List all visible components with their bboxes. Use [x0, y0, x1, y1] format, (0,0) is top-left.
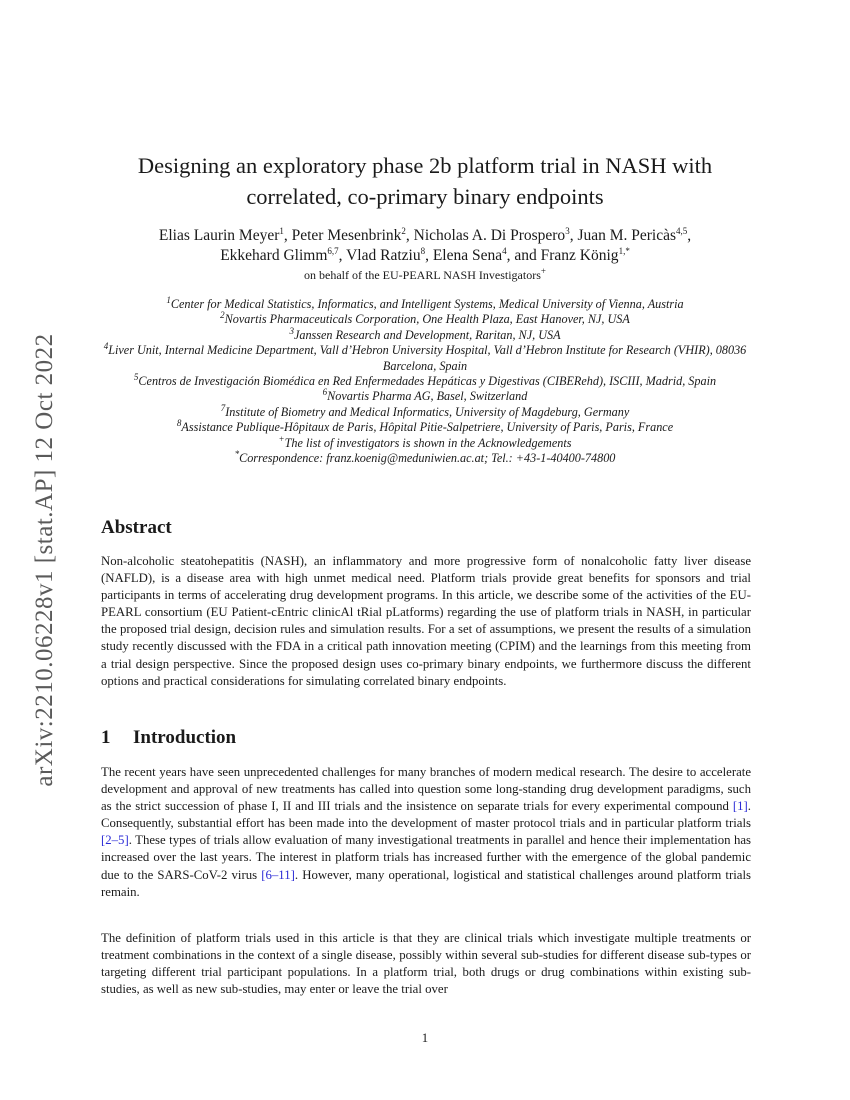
affiliation: [90, 371, 760, 389]
affiliation-text: Novartis Pharmaceuticals Corporation, One Health Plaza, East Hanover, NJ, USA: [224, 312, 630, 327]
section-title: Introduction: [133, 727, 237, 748]
affiliation-mark: 6: [322, 387, 328, 398]
affiliation-mark: *: [234, 449, 240, 459]
author-list: Elias Laurin Meyer$^1$, Peter Mesenbrink$^2$, Nicholas A. Di Prospero$^3$, Juan M. Pericàs$^{4,5}$, Ekkehard Glimm$^{6,7}$, Vlad Ratziu$^8$, Elena Sena$^4$, and Franz König$^{1,*}$: [158, 225, 692, 264]
affiliation: [90, 451, 760, 466]
affiliation: [90, 294, 760, 312]
author-affil-mark: 4: [502, 245, 507, 256]
affiliation: [90, 402, 760, 420]
author-affil-mark: 4,5: [676, 225, 688, 236]
consortium-text: on behalf of the EU-PEARL NASH Investigators: [304, 268, 541, 282]
affiliation-text: The list of investigators is shown in the Acknowledgements: [284, 435, 572, 450]
paragraph-text: . Consequently, substantial effort has been made into the development of master protocol trials and in particular platform trials: [101, 799, 751, 831]
affiliation-text: Janssen Research and Development, Raritan, NJ, USA: [293, 327, 561, 342]
affiliation: [90, 433, 760, 451]
author-name: Elena Sena: [432, 247, 503, 264]
section-number: 1: [101, 727, 111, 748]
citation-link[interactable]: [2–5]: [101, 833, 129, 848]
author-name: Franz König: [540, 247, 619, 264]
title-line-2: correlated, co-primary binary endpoints: [246, 184, 604, 209]
author-affil-mark: 8: [420, 245, 426, 256]
citation-link[interactable]: [6–11]: [261, 867, 295, 882]
paper-title: [100, 150, 750, 212]
intro-paragraph-2: The definition of platform trials used in this article is that they are clinical trials which investigate multiple treatments or treatment combinations in the context of a single disease, possibly within several sub-studies for different disease sub-types or targeting different trial participant populations. In a platform trial, both drugs or drug combinations within existing sub-studies, as well as new sub-studies, may enter or leave the trial over: [101, 931, 751, 997]
consortium-mark: +: [540, 266, 546, 276]
abstract-text: Non-alcoholic steatohepatitis (NASH), an inflammatory and more progressive form of nonalcoholic fatty liver disease (NAFLD), is a disease area with high unmet medical need. Platform trials provide great benefits for sponsors and trial participants in terms of accelerating drug development programs. In this article, we describe some of the activities of the EU-PEARL consortium (EU Patient-cEntric clinicAl tRial pLatforms) regarding the use of platform trials in NASH, in particular the proposed trial design, decision rules and simulation results. For a set of assumptions, we present the results of a simulation study recently discussed with the FDA in a critical path innovation meeting (CPIM) and the learnings from this meeting from a trial design perspective. Since the proposed design uses co-primary binary endpoints, we furthermore discuss the different options and practical considerations for simulating correlated binary endpoints.: [101, 554, 751, 688]
author-affil-mark: 1: [279, 225, 284, 236]
citation-link[interactable]: [1]: [732, 799, 748, 814]
affiliation-text: Assistance Publique-Hôpitaux de Paris, Hôpital Pitie-Salpetriere, University of Paris, Paris, France: [181, 420, 674, 435]
abstract-heading: Abstract: [101, 517, 172, 538]
author-conjunction: and: [514, 247, 537, 264]
affiliation-text: Center for Medical Statistics, Informatics, and Intelligent Systems, Medical University of Vienna, Austria: [170, 297, 684, 311]
affiliation: [90, 420, 760, 435]
title-line-1: Designing an exploratory phase 2b platform trial in NASH with: [137, 153, 713, 178]
affiliation-text: Centros de Investigación Biomédica en Red Enfermedades Hepáticas y Digestivas (CIBERehd), ISCIII, Madrid, Spain: [138, 374, 717, 389]
author-name: Nicholas A. Di Prospero: [413, 227, 566, 244]
affiliation-mark: 5: [133, 371, 139, 382]
intro-paragraph-1: [101, 764, 751, 901]
author-affil-mark: 1,*: [618, 245, 630, 256]
page-number: 1: [421, 1031, 429, 1045]
affiliation-list: [90, 294, 760, 466]
paragraph-text: The recent years have seen unprecedented challenges for many branches of modern medical research. The desire to accelerate development and approval of new treatments has called into question some long-standing drug development paradigms, such as the strict succession of phase I, II and III trials and the insistence on separate trials for every experimental compound: [101, 765, 751, 814]
affiliation-text: Correspondence: franz.koenig@meduniwien.ac.at; Tel.: +43-1-40400-74800: [239, 451, 616, 466]
affiliation-mark: 3: [289, 325, 294, 336]
paragraph-text: . However, many operational, logistical and statistical challenges around platform trials remain.: [101, 867, 751, 899]
author-name: Peter Mesenbrink: [291, 227, 402, 244]
affiliation-text: Novartis Pharma AG, Basel, Switzerland: [327, 389, 528, 404]
affiliation: [90, 312, 760, 327]
affiliation-text: Institute of Biometry and Medical Informatics, University of Magdeburg, Germany: [225, 404, 630, 419]
affiliation: [90, 325, 760, 343]
paragraph-text: . These types of trials allow evaluation of many investigational treatments in parallel and hence their implementation has increased over the last years. The interest in platform trials has increased further with the emergence of the global pandemic due to the SARS-CoV-2 virus: [101, 833, 751, 882]
affiliation-mark: 8: [176, 418, 182, 429]
affiliation-mark: 2: [220, 310, 225, 321]
affiliation: [90, 389, 760, 404]
affiliation-mark: +: [278, 433, 285, 444]
section-heading-introduction: [101, 727, 236, 749]
author-name: Juan M. Pericàs: [577, 227, 677, 244]
affiliation-mark: 7: [220, 402, 226, 413]
author-name: Ekkehard Glimm: [220, 247, 328, 264]
author-affil-mark: 2: [401, 225, 406, 236]
affiliation-text: Liver Unit, Internal Medicine Department, Vall d’Hebron University Hospital, Vall d’Hebron Institute for Research (VHIR), 08036 Barcelona, Spain: [108, 343, 747, 373]
author-affil-mark: 6,7: [327, 245, 339, 256]
arxiv-sidebar: [20, 290, 70, 830]
consortium-line: [100, 268, 750, 283]
author-name: Vlad Ratziu: [346, 247, 421, 264]
author-name: Elias Laurin Meyer: [158, 227, 280, 244]
affiliation: [90, 343, 760, 374]
affiliation-mark: 4: [103, 341, 109, 352]
affiliation-mark: 1: [166, 294, 171, 305]
arxiv-identifier: arXiv:2210.06228v1 [stat.AP] 12 Oct 2022: [31, 333, 58, 787]
author-affil-mark: 3: [565, 225, 570, 236]
